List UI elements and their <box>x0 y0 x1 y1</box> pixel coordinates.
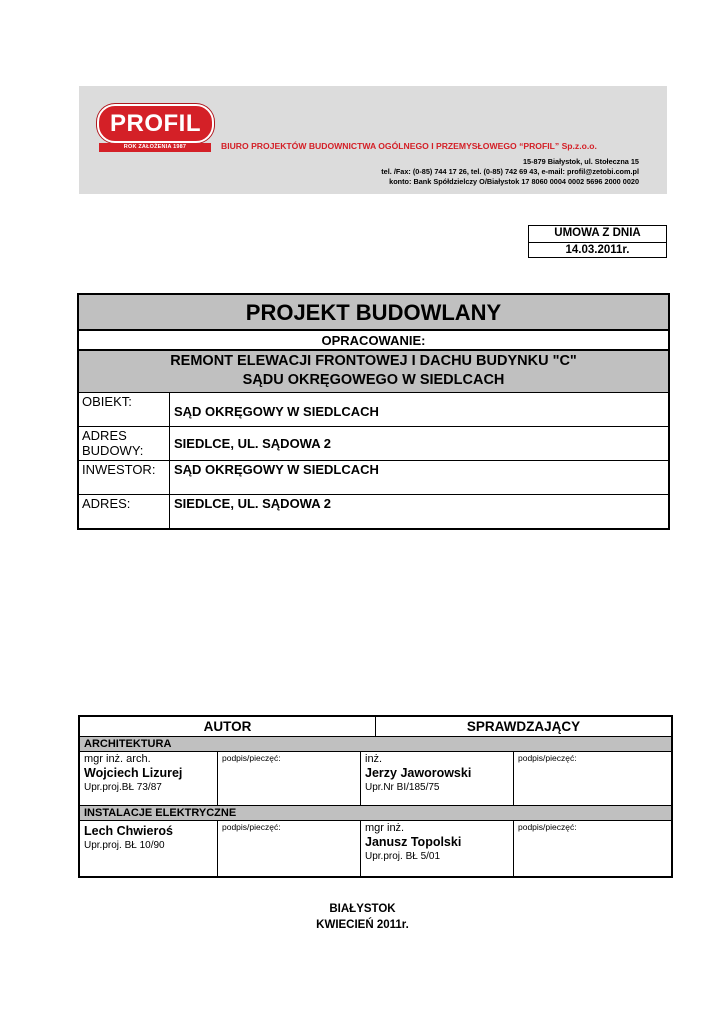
profil-logo <box>97 104 214 143</box>
info-label <box>79 427 170 460</box>
info-row-object <box>79 393 668 427</box>
authors-table <box>78 715 673 878</box>
contract-date: 14.03.2011r. <box>529 242 666 259</box>
info-label-line2: BUDOWY: <box>82 443 144 458</box>
info-value: SIEDLCE, UL. SĄDOWA 2 <box>174 436 331 451</box>
signature-label: podpis/pieczęć: <box>518 753 577 763</box>
checker-signature-cell <box>514 752 671 805</box>
checker-license: Upr.proj. BŁ 5/01 <box>365 851 441 862</box>
company-account: konto: Bank Spółdzielczy O/Białystok 17 8060 0004 0002 5696 2000 0020 <box>389 177 639 186</box>
project-table <box>77 293 670 530</box>
checker-signature-cell <box>514 821 671 876</box>
info-row-site-address <box>79 427 668 461</box>
footer-city: BIAŁYSTOK <box>329 903 396 915</box>
checker-column-header: SPRAWDZAJĄCY <box>466 719 581 734</box>
footer-date: KWIECIEŃ 2011r. <box>316 919 409 931</box>
logo-subtitle: ROK ZAŁOŻENIA 1987 <box>99 143 211 152</box>
project-subject-line2: SĄDU OKRĘGOWEGO W SIEDLCACH <box>242 372 505 388</box>
project-subject <box>79 351 668 393</box>
info-value: SĄD OKRĘGOWY W SIEDLCACH <box>174 404 379 419</box>
info-row-investor <box>79 461 668 495</box>
letterhead <box>79 86 667 194</box>
author-cell <box>80 821 218 876</box>
authors-row <box>80 821 671 876</box>
author-license: Upr.proj.BŁ 73/87 <box>84 782 162 793</box>
info-value: SIEDLCE, UL. SĄDOWA 2 <box>174 496 331 511</box>
checker-cell <box>361 821 514 876</box>
contract-label: UMOWA Z DNIA <box>554 227 641 239</box>
checker-license: Upr.Nr BI/185/75 <box>365 782 440 793</box>
author-name: Wojciech Lizurej <box>84 766 183 780</box>
authors-row <box>80 752 671 806</box>
logo-text: PROFIL <box>110 109 201 137</box>
info-label-line1: INWESTOR: <box>82 462 156 477</box>
checker-cell <box>361 752 514 805</box>
project-subject-line1: REMONT ELEWACJI FRONTOWEJ I DACHU BUDYNKU "C" <box>170 353 577 369</box>
footer <box>0 901 725 933</box>
info-label <box>79 393 170 426</box>
author-signature-cell <box>218 752 361 805</box>
section-architecture: ARCHITEKTURA <box>80 737 671 752</box>
info-label-line1: ADRES: <box>82 496 131 511</box>
info-label-line1: OBIEKT: <box>82 394 132 409</box>
checker-title: inż. <box>365 753 383 765</box>
author-signature-cell <box>218 821 361 876</box>
checker-name: Janusz Topolski <box>365 835 462 849</box>
signature-label: podpis/pieczęć: <box>518 822 577 832</box>
company-name: BIURO PROJEKTÓW BUDOWNICTWA OGÓLNEGO I PRZEMYSŁOWEGO “PROFIL” Sp.z.o.o. <box>221 141 597 151</box>
author-name: Lech Chwieroś <box>84 824 173 838</box>
signature-label: podpis/pieczęć: <box>222 753 281 763</box>
info-label <box>79 461 170 494</box>
section-electrical: INSTALACJE ELEKTRYCZNE <box>80 806 671 821</box>
info-row-address <box>79 495 668 528</box>
author-title: mgr inż. arch. <box>84 753 151 765</box>
info-label-line1: ADRES <box>82 428 127 443</box>
author-column-header: AUTOR <box>80 717 376 736</box>
checker-title: mgr inż. <box>365 822 405 834</box>
author-license: Upr.proj. BŁ 10/90 <box>84 840 165 851</box>
project-title: PROJEKT BUDOWLANY <box>79 295 668 331</box>
contract-box <box>528 225 667 258</box>
company-address: 15-879 Białystok, ul. Stołeczna 15 <box>523 157 639 166</box>
author-cell <box>80 752 218 805</box>
authors-header <box>80 717 671 737</box>
info-value: SĄD OKRĘGOWY W SIEDLCACH <box>174 462 379 477</box>
prepared-label: OPRACOWANIE: <box>79 331 668 351</box>
signature-label: podpis/pieczęć: <box>222 822 281 832</box>
info-label <box>79 495 170 528</box>
checker-name: Jerzy Jaworowski <box>365 766 472 780</box>
company-contact: tel. /Fax: (0-85) 744 17 26, tel. (0-85) 742 69 43, e-mail: profil@zetobi.com.pl <box>381 167 639 176</box>
